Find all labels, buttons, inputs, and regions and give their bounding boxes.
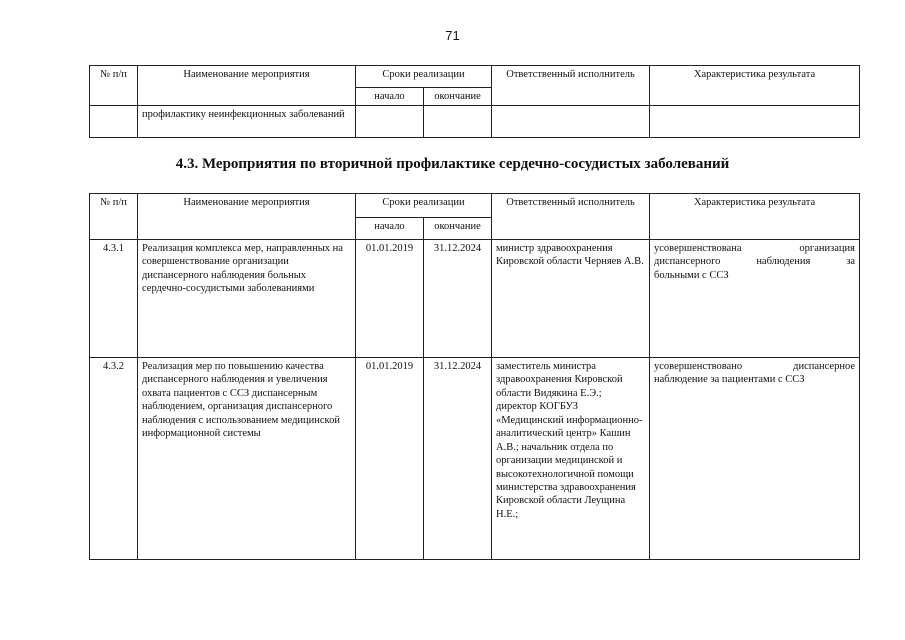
result-word: усовершенствована [654, 243, 742, 254]
table-row [90, 240, 860, 358]
result-word: наблюдения [756, 256, 811, 268]
header-result: Характеристика результата [650, 194, 860, 240]
cell-executor [492, 106, 650, 138]
cell-name: Реализация мер по повышению качества диспансерного наблюдения и увеличения охвата пациентов с ССЗ диспансерным наблюдением, организация диспансерного наблюдения с использованием медицинской информационной системы [138, 358, 356, 560]
result-word: диспансерного [654, 256, 721, 268]
result-line: больными с ССЗ [654, 269, 729, 281]
header-period: Сроки реализации [356, 194, 492, 218]
header-result: Характеристика результата [650, 66, 860, 106]
header-name: Наименование мероприятия [138, 194, 356, 240]
cell-executor: заместитель министра здравоохранения Кировской области Видякина Е.Э.; директор КОГБУЗ «Медицинский информационно-аналитический центр» Кашин А.В.; начальник отдела по организации медицинской и высокотехнологичной помощи министерства здравоохранения Кировской области Леущина Н.Е.; [492, 358, 650, 560]
result-line [654, 255, 855, 268]
result-word: организация [799, 243, 856, 254]
result-line [654, 242, 855, 255]
page-number: 71 [445, 28, 460, 43]
cell-start: 01.01.2019 [356, 240, 424, 358]
cell-end [424, 106, 492, 138]
cell-end: 31.12.2024 [424, 240, 492, 358]
result-line [654, 360, 855, 373]
cell-result [650, 240, 860, 358]
cell-result [650, 358, 860, 560]
result-line: наблюдение за пациентами с ССЗ [654, 374, 805, 386]
header-name: Наименование мероприятия [138, 66, 356, 106]
header-num: № п/п [90, 66, 138, 106]
header-period: Сроки реализации [356, 66, 492, 88]
header-executor: Ответственный исполнитель [492, 194, 650, 240]
cell-name: профилактику неинфекционных заболеваний [138, 106, 356, 138]
table-row [90, 358, 860, 560]
cell-start: 01.01.2019 [356, 358, 424, 560]
section-heading: 4.3. Мероприятия по вторичной профилактике сердечно-сосудистых заболеваний [175, 156, 730, 172]
cell-name: Реализация комплекса мер, направленных на совершенствование организации диспансерного наблюдения больных сердечно-сосудистыми заболеваниями [138, 240, 356, 358]
cell-num: 4.3.2 [90, 358, 138, 560]
cell-num: 4.3.1 [90, 240, 138, 358]
header-num: № п/п [90, 194, 138, 240]
continuation-table [89, 65, 860, 138]
header-start: начало [356, 218, 424, 240]
header-start: начало [356, 88, 424, 106]
cell-start [356, 106, 424, 138]
header-end: окончание [424, 218, 492, 240]
cell-num [90, 106, 138, 138]
result-word: диспансерное [793, 361, 856, 372]
measures-table [89, 193, 860, 560]
header-end: окончание [424, 88, 492, 106]
cell-executor: министр здравоохранения Кировской области Черняев А.В. [492, 240, 650, 358]
header-executor: Ответственный исполнитель [492, 66, 650, 106]
cell-result [650, 106, 860, 138]
result-word: усовершенствовано [654, 361, 743, 372]
result-word: за [846, 256, 856, 268]
table-row [90, 106, 860, 138]
cell-end: 31.12.2024 [424, 358, 492, 560]
